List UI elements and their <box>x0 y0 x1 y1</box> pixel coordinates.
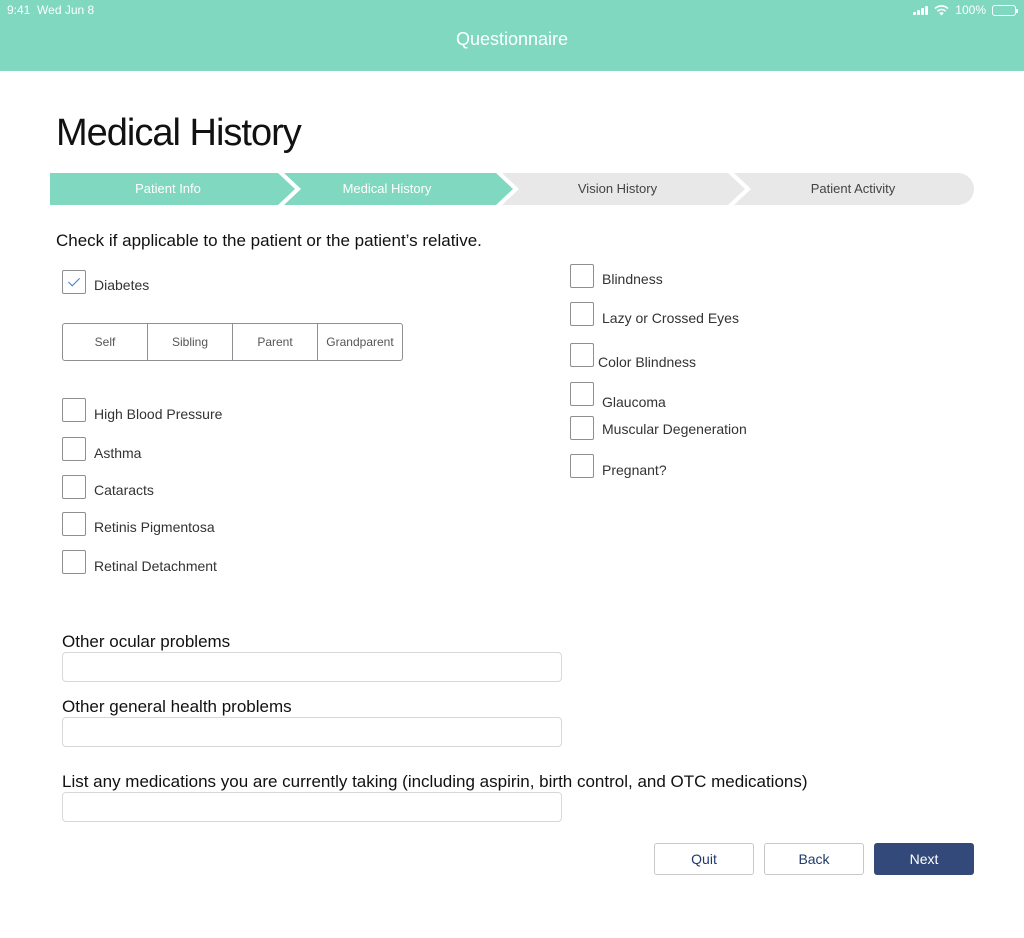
diabetes-label: Diabetes <box>94 277 150 293</box>
lazy-crossed-eyes-checkbox[interactable] <box>570 302 594 326</box>
condition-lazy-crossed-eyes[interactable] <box>570 302 739 326</box>
condition-asthma[interactable] <box>62 437 141 461</box>
high-blood-pressure-label: High Blood Pressure <box>94 406 223 422</box>
color-blindness-checkbox[interactable] <box>570 343 594 367</box>
ocular-problems-input[interactable] <box>62 652 562 682</box>
step-patient-info[interactable]: Patient Info <box>135 181 201 196</box>
diabetes-checkbox[interactable] <box>62 270 86 294</box>
condition-retinis-pigmentosa[interactable] <box>62 512 215 536</box>
high-blood-pressure-checkbox[interactable] <box>62 398 86 422</box>
medications-input[interactable] <box>62 792 562 822</box>
condition-retinal-detachment[interactable] <box>62 550 217 574</box>
glaucoma-checkbox[interactable] <box>570 382 594 406</box>
app-header <box>0 0 1024 71</box>
status-date: Wed Jun 8 <box>37 3 95 17</box>
status-time: 9:41 <box>7 3 31 17</box>
step-medical-history[interactable]: Medical History <box>342 181 432 196</box>
cataracts-checkbox[interactable] <box>62 475 86 499</box>
header-title: Questionnaire <box>455 29 569 49</box>
asthma-checkbox[interactable] <box>62 437 86 461</box>
step-patient-activity[interactable]: Patient Activity <box>810 181 896 196</box>
retinis-pigmentosa-checkbox[interactable] <box>62 512 86 536</box>
retinal-detachment-checkbox[interactable] <box>62 550 86 574</box>
back-button[interactable]: Back <box>764 843 864 875</box>
muscular-degeneration-checkbox[interactable] <box>570 416 594 440</box>
pregnant-label: Pregnant? <box>602 462 667 478</box>
color-blindness-label: Color Blindness <box>598 354 697 370</box>
battery-icon <box>992 5 1016 16</box>
status-bar-time <box>7 3 94 17</box>
lazy-crossed-eyes-label: Lazy or Crossed Eyes <box>602 310 739 326</box>
general-health-input[interactable] <box>62 717 562 747</box>
status-bar-right <box>913 3 1016 17</box>
condition-blindness[interactable] <box>570 264 663 288</box>
condition-color-blindness[interactable] <box>570 340 696 370</box>
blindness-checkbox[interactable] <box>570 264 594 288</box>
instruction-text: Check if applicable to the patient or the patient’s relative. <box>56 231 482 250</box>
condition-muscular-degeneration[interactable] <box>570 416 747 440</box>
next-button[interactable]: Next <box>874 843 974 875</box>
condition-cataracts[interactable] <box>62 475 154 499</box>
retinis-pigmentosa-label: Retinis Pigmentosa <box>94 519 215 535</box>
glaucoma-label: Glaucoma <box>602 394 666 410</box>
pregnant-checkbox[interactable] <box>570 454 594 478</box>
condition-high-blood-pressure[interactable] <box>62 398 222 422</box>
page-title: Medical History <box>56 112 301 154</box>
quit-button[interactable]: Quit <box>654 843 754 875</box>
relation-option-parent[interactable]: Parent <box>233 324 318 360</box>
blindness-label: Blindness <box>602 271 663 287</box>
condition-glaucoma[interactable] <box>570 378 666 410</box>
asthma-label: Asthma <box>94 445 142 461</box>
step-progress <box>50 173 974 205</box>
muscular-degeneration-label: Muscular Degeneration <box>602 421 747 437</box>
relation-option-self[interactable]: Self <box>63 324 148 360</box>
condition-pregnant[interactable] <box>570 454 667 478</box>
relation-segmented-control[interactable] <box>62 323 403 361</box>
cataracts-label: Cataracts <box>94 482 154 498</box>
wifi-icon <box>934 5 949 16</box>
battery-percent: 100% <box>955 3 986 17</box>
relation-option-grandparent[interactable]: Grandparent <box>326 335 394 349</box>
relation-option-sibling[interactable]: Sibling <box>148 324 233 360</box>
cellular-signal-icon <box>913 5 928 15</box>
ocular-problems-label: Other ocular problems <box>62 632 231 651</box>
medications-label: List any medications you are currently taking (including aspirin, birth control, and OTC medications) <box>62 772 808 791</box>
step-vision-history[interactable]: Vision History <box>577 181 658 196</box>
general-health-label: Other general health problems <box>62 697 292 716</box>
condition-diabetes[interactable] <box>62 270 149 294</box>
retinal-detachment-label: Retinal Detachment <box>94 558 217 574</box>
